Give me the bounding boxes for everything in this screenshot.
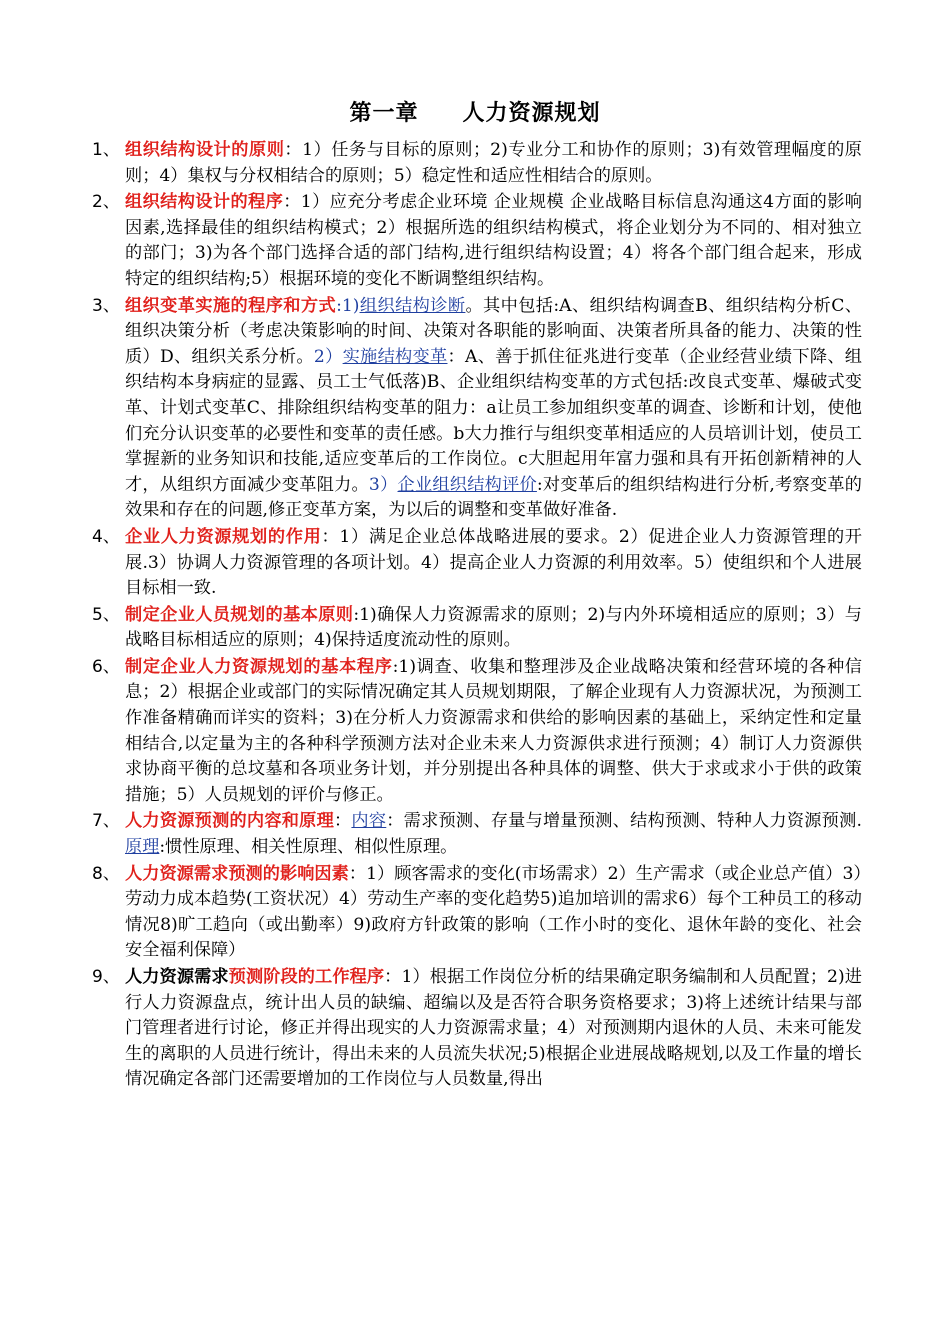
item-body: ：1）满足企业总体战略进展的要求。2）促进企业人力资源管理的开展.3）协调人力资源管理的各项计划。4）提高企业人力资源的利用效率。5）使组织和个人进展目标相一致. <box>125 526 862 599</box>
item-text: :对变革后的组织结构进行分析,考察变革的效果和存在的问题,修正变革方案，为以后的调整和变革做好准备. <box>125 474 862 521</box>
page-title <box>0 96 950 127</box>
item-body: :1)调查、收集和整理涉及企业战略决策和经营环境的各种信息；2）根据企业或部门的实际情况确定其人员规划期限，了解企业现有人力资源状况，为预测工作准备精确而详实的资料；3)在分析人力资源需求和供给的影响因素的基础上，采纳定性和定量相结合,以定量为主的各种科学预测方法对企业未来人力资源供求进行预测；4）制订人力资源供求协商平衡的总坟墓和各项业务计划，并分别提出各种具体的调整、供大于求或求小于供的政策措施；5）人员规划的评价与修正。 <box>125 656 862 805</box>
item-heading: 人力资源需求预测的影响因素 <box>125 863 349 884</box>
list-item-8 <box>92 862 862 964</box>
item-number: 6、 <box>92 656 120 677</box>
item-text: ： <box>334 811 352 832</box>
item-text: ：需求预测、存量与增量预测、结构预测、特种人力资源预测. <box>386 811 862 832</box>
list-item-5 <box>92 603 862 654</box>
item-heading: 组织结构设计的原则 <box>125 140 285 160</box>
list-item-9 <box>92 965 862 1093</box>
item-text: :惯性原理、相关性原理、相似性原理。 <box>159 837 458 858</box>
item-number: 5、 <box>92 604 120 625</box>
item-heading: 制定企业人力资源规划的基本程序 <box>125 656 393 677</box>
item-heading-prefix: 人力资源需求 <box>125 967 229 987</box>
item-body: ：1）顾客需求的变化(市场需求）2）生产需求（或企业总产值）3）劳动力成本趋势(工资状况）4）劳动生产率的变化趋势5)追加培训的需求6）每个工种员工的移动情况8)旷工趋向（或出勤率）9)政府方针政策的影响（工作小时的变化、退休年龄的变化、社会安全福利保障） <box>125 863 862 961</box>
item-body: ：1）应充分考虑企业环境 企业规模 企业战略目标信息沟通这4方面的影响因素,选择最佳的组织结构模式；2）根据所选的组织结构模式，将企业划分为不同的、相对独立的部门；3)为各个部门选择合适的部门结构,进行组织结构设置；4）将各个部门组合起来，形成特定的组织结构;5）根据环境的变化不断调整组织结构。 <box>125 192 862 289</box>
item-heading: 预测阶段的工作程序 <box>228 967 385 987</box>
item-list <box>92 138 862 1094</box>
item-body: :1)确保人力资源需求的原则；2)与内外环境相适应的原则；3）与战略目标相适应的原则；4)保持适度流动性的原则。 <box>125 604 862 651</box>
list-item-7 <box>92 809 862 860</box>
item-body: ：1）任务与目标的原则；2)专业分工和协作的原则；3)有效管理幅度的原则；4）集权与分权相结合的原则；5）稳定性和适应性相结合的原则。 <box>125 140 862 186</box>
item-number: 1、 <box>92 140 120 160</box>
list-item-2 <box>92 190 862 292</box>
item-body: ：1）根据工作岗位分析的结果确定职务编制和人员配置；2)进行人力资源盘点，统计出人员的缺编、超编以及是否符合职务资格要求；3)将上述统计结果与部门管理者进行讨论，修正并得出现实的人力资源需求量；4）对预测期内退休的人员、未来可能发生的离职的人员进行统计，得出未来的人员流失状况;5)根据企业进展战略规划,以及工作量的增长情况确定各部门还需要增加的工作岗位与人员数量,得出 <box>125 967 862 1090</box>
link-org-structure-diagnosis[interactable]: 组织结构诊断 <box>359 295 466 316</box>
list-item-6 <box>92 655 862 809</box>
item-text: 2） <box>313 346 343 367</box>
item-heading: 制定企业人员规划的基本原则 <box>125 604 354 625</box>
chapter-title: 人力资源规划 <box>462 101 601 126</box>
item-number: 8、 <box>92 863 120 884</box>
chapter-number: 第一章 <box>349 101 419 126</box>
item-heading: 组织变革实施的程序和方式 <box>125 295 337 316</box>
item-number: 4、 <box>92 526 120 547</box>
item-heading: 组织结构设计的程序 <box>125 192 284 213</box>
item-text: 。其中包括:A、组织结构调查B、组织结构分析C、组织决策分析（考虑决策影响的时间、决策对各职能的影响面、决策者所具备的能力、决策的性质）D、组织关系分析。 <box>125 295 862 367</box>
link-org-structure-evaluation[interactable]: 企业组织结构评价 <box>397 474 537 495</box>
list-item-1 <box>92 138 862 189</box>
link-implement-structure-change[interactable]: 实施结构变革 <box>342 346 448 367</box>
link-content[interactable]: 内容 <box>351 811 387 832</box>
item-text: :1) <box>336 295 360 316</box>
item-heading: 人力资源预测的内容和原理 <box>125 811 334 832</box>
link-principle[interactable]: 原理 <box>125 837 160 858</box>
list-item-4 <box>92 525 862 602</box>
list-item-3 <box>92 294 862 524</box>
item-number: 9、 <box>92 967 120 987</box>
item-text: ：A、善于抓住征兆进行变革（企业经营业绩下降、组织结构本身病症的显露、员工士气低落)B、企业组织结构变革的方式包括:改良式变革、爆破式变革、计划式变革C、排除组织结构变革的阻力：a让员工参加组织变革的调查、诊断和计划，使他们充分认识变革的必要性和变革的责任感。b大力推行与组织变革相适应的人员培训计划，使员工掌握新的业务知识和技能,适应变革后的工作岗位。c大胆起用年富力强和具有开拓创新精神的人才，从组织方面减少变革阻力。 <box>125 346 862 495</box>
item-text: 3） <box>368 474 398 495</box>
item-number: 3、 <box>92 295 120 316</box>
item-number: 2、 <box>92 192 120 213</box>
item-heading: 企业人力资源规划的作用 <box>125 526 322 547</box>
item-number: 7、 <box>92 811 120 832</box>
